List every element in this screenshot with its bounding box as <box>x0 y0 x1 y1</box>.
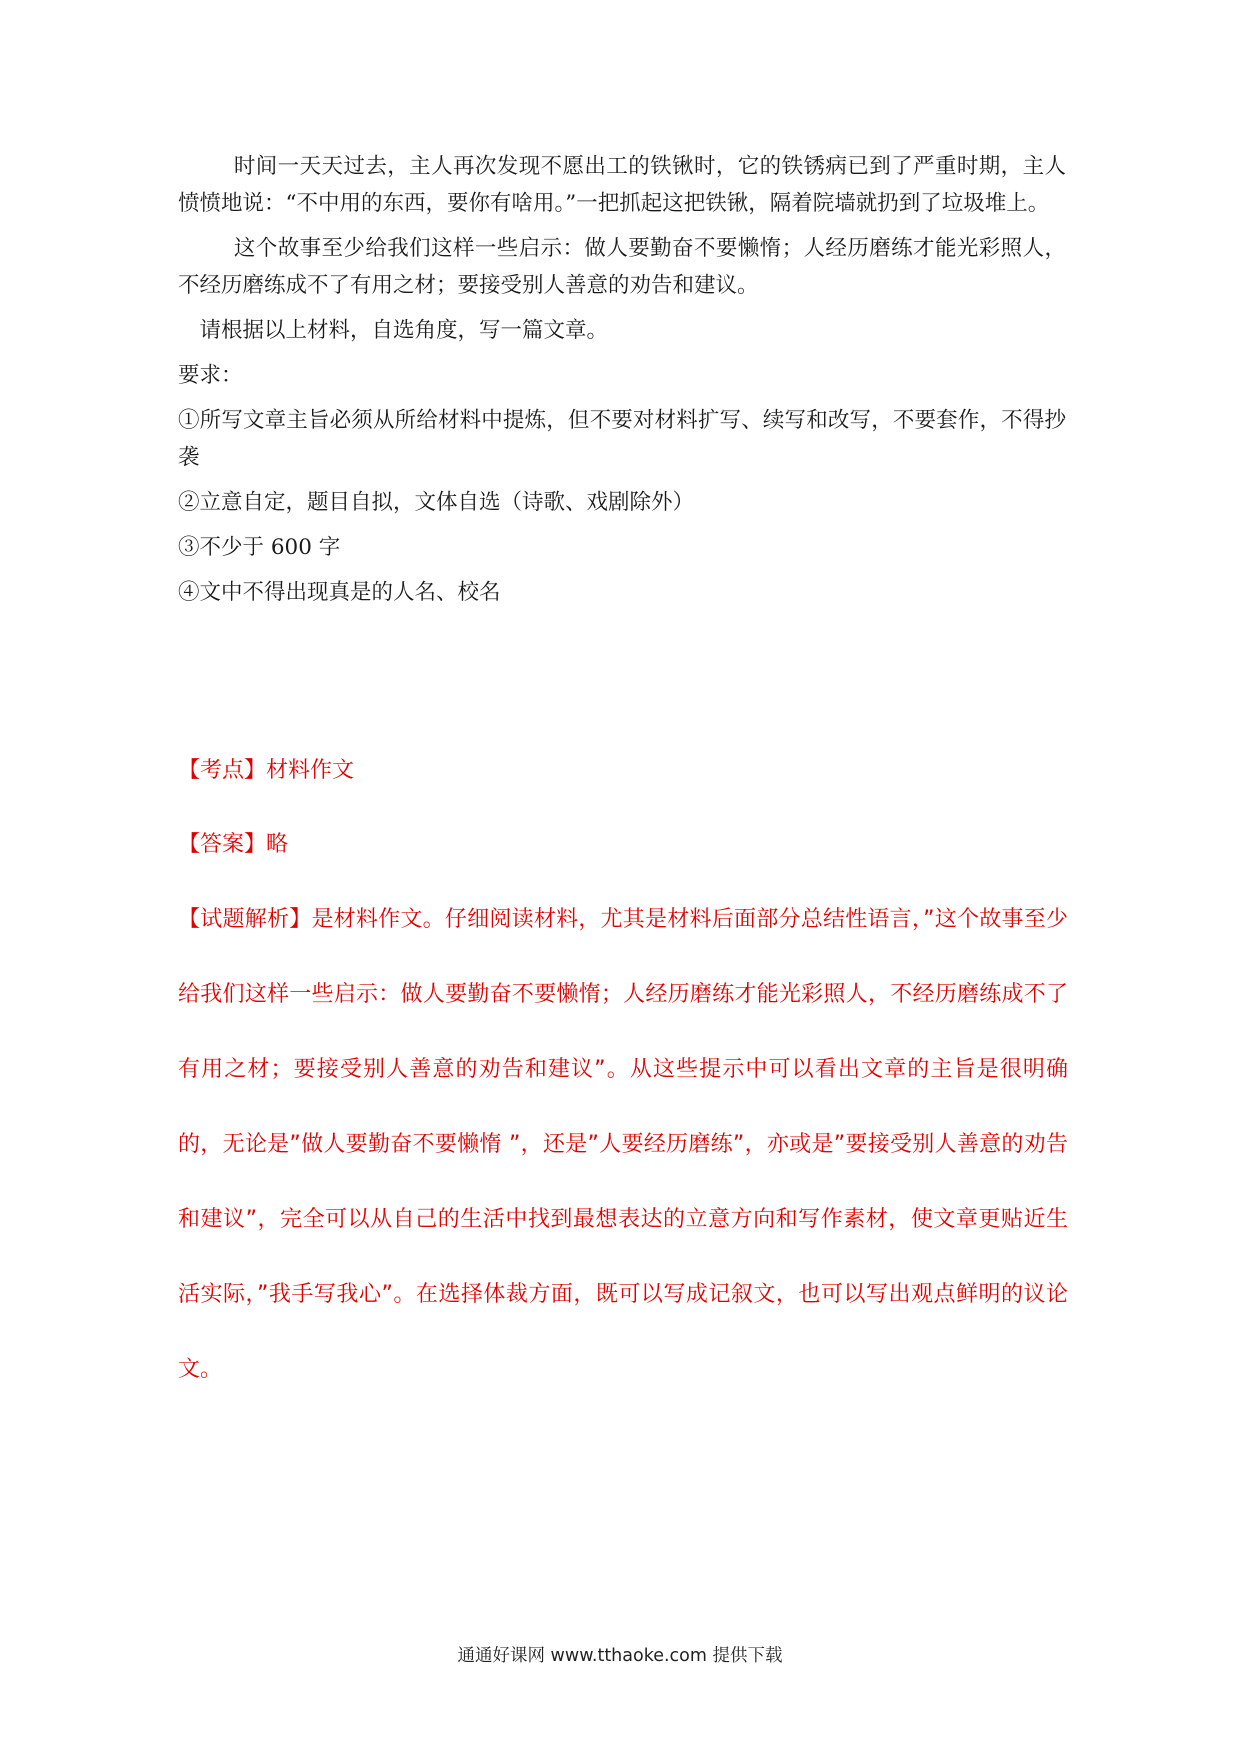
requirement-item-1: ①所写文章主旨必须从所给材料中提炼，但不要对材料扩写、续写和改写，不要套作，不得抄袭 <box>178 408 1066 470</box>
analysis-paragraph: 【试题解析】是材料作文。仔细阅读材料，尤其是材料后面部分总结性语言，”这个故事至少给我们这样一些启示：做人要勤奋不要懒惰；人经历磨练才能光彩照人，不经历磨练成不了有用之材；要接受别人善意的劝告和建议”。从这些提示中可以看出文章的主旨是很明确的，无论是”做人要勤奋不要懒惰 ”，还是”人要经历磨练”，亦或是”要接受别人善意的劝告和建议”，完全可以从自己的生活中找到最想表达的立意方向和写作素材，使文章更贴近生活实际，”我手写我心”。在选择体裁方面，既可以写成记叙文，也可以写出观点鲜明的议论文。 <box>178 907 1068 1382</box>
material-section <box>178 148 1066 619</box>
material-paragraph-1: 时间一天天过去，主人再次发现不愿出工的铁锹时，它的铁锈病已到了严重时期，主人愤愤地说：“不中用的东西，要你有啥用。”一把抓起这把铁锹，隔着院墙就扔到了垃圾堆上。 <box>178 154 1066 216</box>
answer-section <box>178 756 1068 1407</box>
requirement-item-2: ②立意自定，题目自拟，文体自选（诗歌、戏剧除外） <box>178 490 695 515</box>
page-footer: 通通好课网 www.tthaoke.com 提供下载 <box>457 1646 783 1666</box>
kaodian-line: 【考点】材料作文 <box>178 758 355 783</box>
requirement-item-4: ④文中不得出现真是的人名、校名 <box>178 580 501 605</box>
material-paragraph-2: 这个故事至少给我们这样一些启示：做人要勤奋不要懒惰；人经历磨练才能光彩照人，不经历磨练成不了有用之材；要接受别人善意的劝告和建议。 <box>178 236 1066 298</box>
requirements-title: 要求： <box>178 363 243 388</box>
answer-line: 【答案】略 <box>178 832 289 857</box>
writing-prompt: 请根据以上材料，自选角度，写一篇文章。 <box>199 318 609 343</box>
requirement-item-3: ③不少于 600 字 <box>178 535 341 560</box>
